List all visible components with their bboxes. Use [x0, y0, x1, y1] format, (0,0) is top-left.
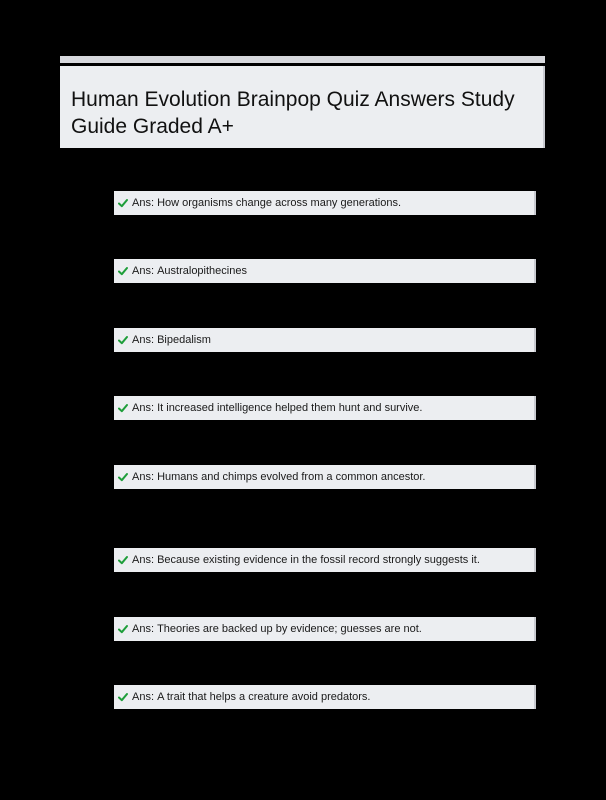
check-icon — [118, 266, 128, 276]
header-rule — [60, 56, 545, 63]
answer-prefix: Ans: — [132, 554, 155, 566]
page-title: Human Evolution Brainpop Quiz Answers Study Guide Graded A+ — [71, 88, 515, 138]
check-icon — [118, 335, 128, 345]
answer-item-3 — [114, 328, 536, 352]
check-icon — [118, 624, 128, 634]
check-icon — [118, 692, 128, 702]
answer-prefix: Ans: — [132, 197, 155, 209]
answer-text: A trait that helps a creature avoid predators. — [157, 691, 371, 703]
answer-item-8 — [114, 685, 536, 709]
answer-item-1 — [114, 191, 536, 215]
check-icon — [118, 198, 128, 208]
check-icon — [118, 472, 128, 482]
answer-prefix: Ans: — [132, 691, 155, 703]
answer-item-5 — [114, 465, 536, 489]
answer-item-2 — [114, 259, 536, 283]
check-icon — [118, 555, 128, 565]
answer-text: Humans and chimps evolved from a common ancestor. — [157, 471, 426, 483]
answer-prefix: Ans: — [132, 402, 155, 414]
answer-prefix: Ans: — [132, 265, 155, 277]
answer-text: It increased intelligence helped them hunt and survive. — [157, 402, 423, 414]
answer-text: Bipedalism — [157, 334, 211, 346]
answer-item-4 — [114, 396, 536, 420]
answer-prefix: Ans: — [132, 334, 155, 346]
answer-text: How organisms change across many generations. — [157, 197, 402, 209]
answer-text: Because existing evidence in the fossil record strongly suggests it. — [157, 554, 480, 566]
check-icon — [118, 403, 128, 413]
answer-item-6 — [114, 548, 536, 572]
answer-prefix: Ans: — [132, 623, 155, 635]
answer-text: Theories are backed up by evidence; guesses are not. — [157, 623, 422, 635]
answer-prefix: Ans: — [132, 471, 155, 483]
title-box — [60, 66, 545, 148]
answer-item-7 — [114, 617, 536, 641]
answer-text: Australopithecines — [157, 265, 247, 277]
